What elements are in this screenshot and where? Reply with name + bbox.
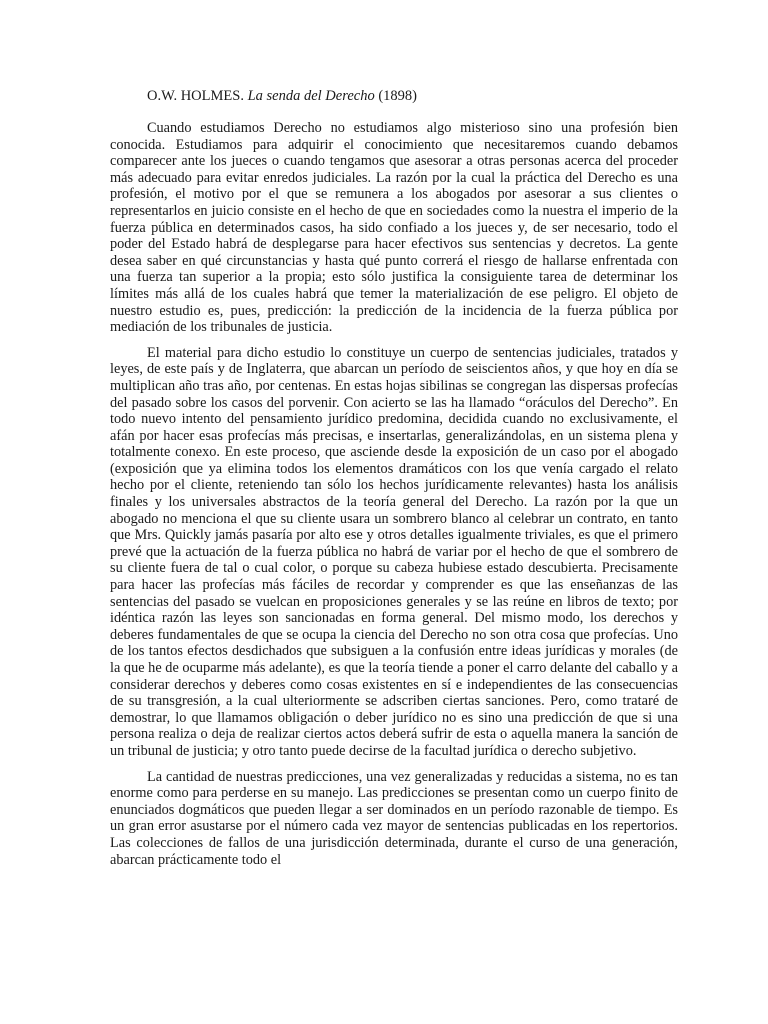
document-body — [110, 120, 678, 877]
document-heading — [147, 86, 417, 106]
heading-year: (1898) — [378, 88, 417, 104]
heading-work-title: La senda del Derecho — [247, 88, 375, 104]
paragraph-3: La cantidad de nuestras predicciones, una vez generalizadas y reducidas a sistema, no es tan enorme como para perderse en su manejo. Las predicciones se presentan como un cuerpo finito de enunciados dogmáticos que pueden llegar a ser dominados en un período razonable de tiempo. Es un gran error asustarse por el número cada vez mayor de sentencias publicadas en los repertorios. Las colecciones de fallos de una jurisdicción determinada, durante el curso de una generación, abarcan prácticamente todo el — [110, 768, 678, 868]
paragraph-1: Cuando estudiamos Derecho no estudiamos algo misterioso sino una profesión bien conocida. Estudiamos para adquirir el conocimiento que necesitaremos cuando debamos comparecer ante los jueces o cuando tengamos que asesorar a otras personas acerca del proceder más adecuado para evitar enredos judiciales. La razón por la cual la práctica del Derecho es una profesión, el motivo por el que se remunera a los abogados por asesorar a sus clientes o representarlos en juicio consiste en el hecho de que en sociedades como la nuestra el imperio de la fuerza pública en determinados casos, ha sido confiado a los jueces y, de ser necesario, todo el poder del Estado habrá de desplegarse para hacer efectivos sus sentencias y decretos. La gente desea saber en qué circunstancias y hasta qué punto correrá el riesgo de hallarse enfrentada con una fuerza tan superior a la propia; esto sólo justifica la consiguiente tarea de determinar los límites más allá de los cuales habrá que temer la materialización de ese peligro. El objeto de nuestro estudio es, pues, predicción: la predicción de la incidencia de la fuerza pública por mediación de los tribunales de justicia. — [110, 120, 678, 336]
heading-author: O.W. HOLMES. — [147, 88, 244, 104]
paragraph-2: El material para dicho estudio lo constituye un cuerpo de sentencias judiciales, tratados y leyes, de este país y de Inglaterra, que abarcan un período de seiscientos años, y que hoy en día se multiplican año tras año, por centenas. En estas hojas sibilinas se congregan las dispersas profecías del pasado sobre los casos del porvenir. Con acierto se las ha llamado “oráculos del Derecho”. En todo nuevo intento del pensamiento jurídico predomina, decidida cuando no exclusivamente, el afán por hacer esas profecías más precisas, e insertarlas, generalizándolas, en un sistema plena y totalmente conexo. En este proceso, que asciende desde la exposición de un caso por el abogado (exposición que ya elimina todos los elementos dramáticos con los que venía cargado el relato hecho por el cliente, reteniendo tan sólo los hechos jurídicamente relevantes) hasta los análisis finales y los universales abstractos de la teoría general del Derecho. La razón por la que un abogado no menciona el que su cliente usara un sombrero blanco al celebrar un contrato, en tanto que Mrs. Quickly jamás pasaría por alto ese y otros detalles igualmente triviales, es que el primero prevé que la actuación de la fuerza pública no habrá de variar por el hecho de que el sombrero de su cliente fuera de tal o cual color, o porque su cabeza hubiese estado descubierta. Precisamente para hacer las profecías más fáciles de recordar y comprender es que las enseñanzas de las sentencias del pasado se vuelcan en proposiciones generales y se las reúne en libros de texto; por idéntica razón las leyes son sancionadas en forma general. Del mismo modo, los derechos y deberes fundamentales de que se ocupa la ciencia del Derecho no son otra cosa que profecías. Uno de los tantos efectos desdichados que subsiguen a la confusión entre ideas jurídicas y morales (de la que he de ocuparme más adelante), es que la teoría tiende a poner el carro delante del caballo y a considerar derechos y deberes como cosas existentes en sí e independientes de las consecuencias de su transgresión, a la cual ulteriormente se adscriben ciertas sanciones. Pero, como trataré de demostrar, lo que llamamos obligación o deber jurídico no es sino una predicción de que si una persona realiza o deja de realizar ciertos actos deberá sufrir de esta o aquella manera la sanción de un tribunal de justicia; y otro tanto puede decirse de la facultad jurídica o derecho subjetivo. — [110, 344, 678, 759]
